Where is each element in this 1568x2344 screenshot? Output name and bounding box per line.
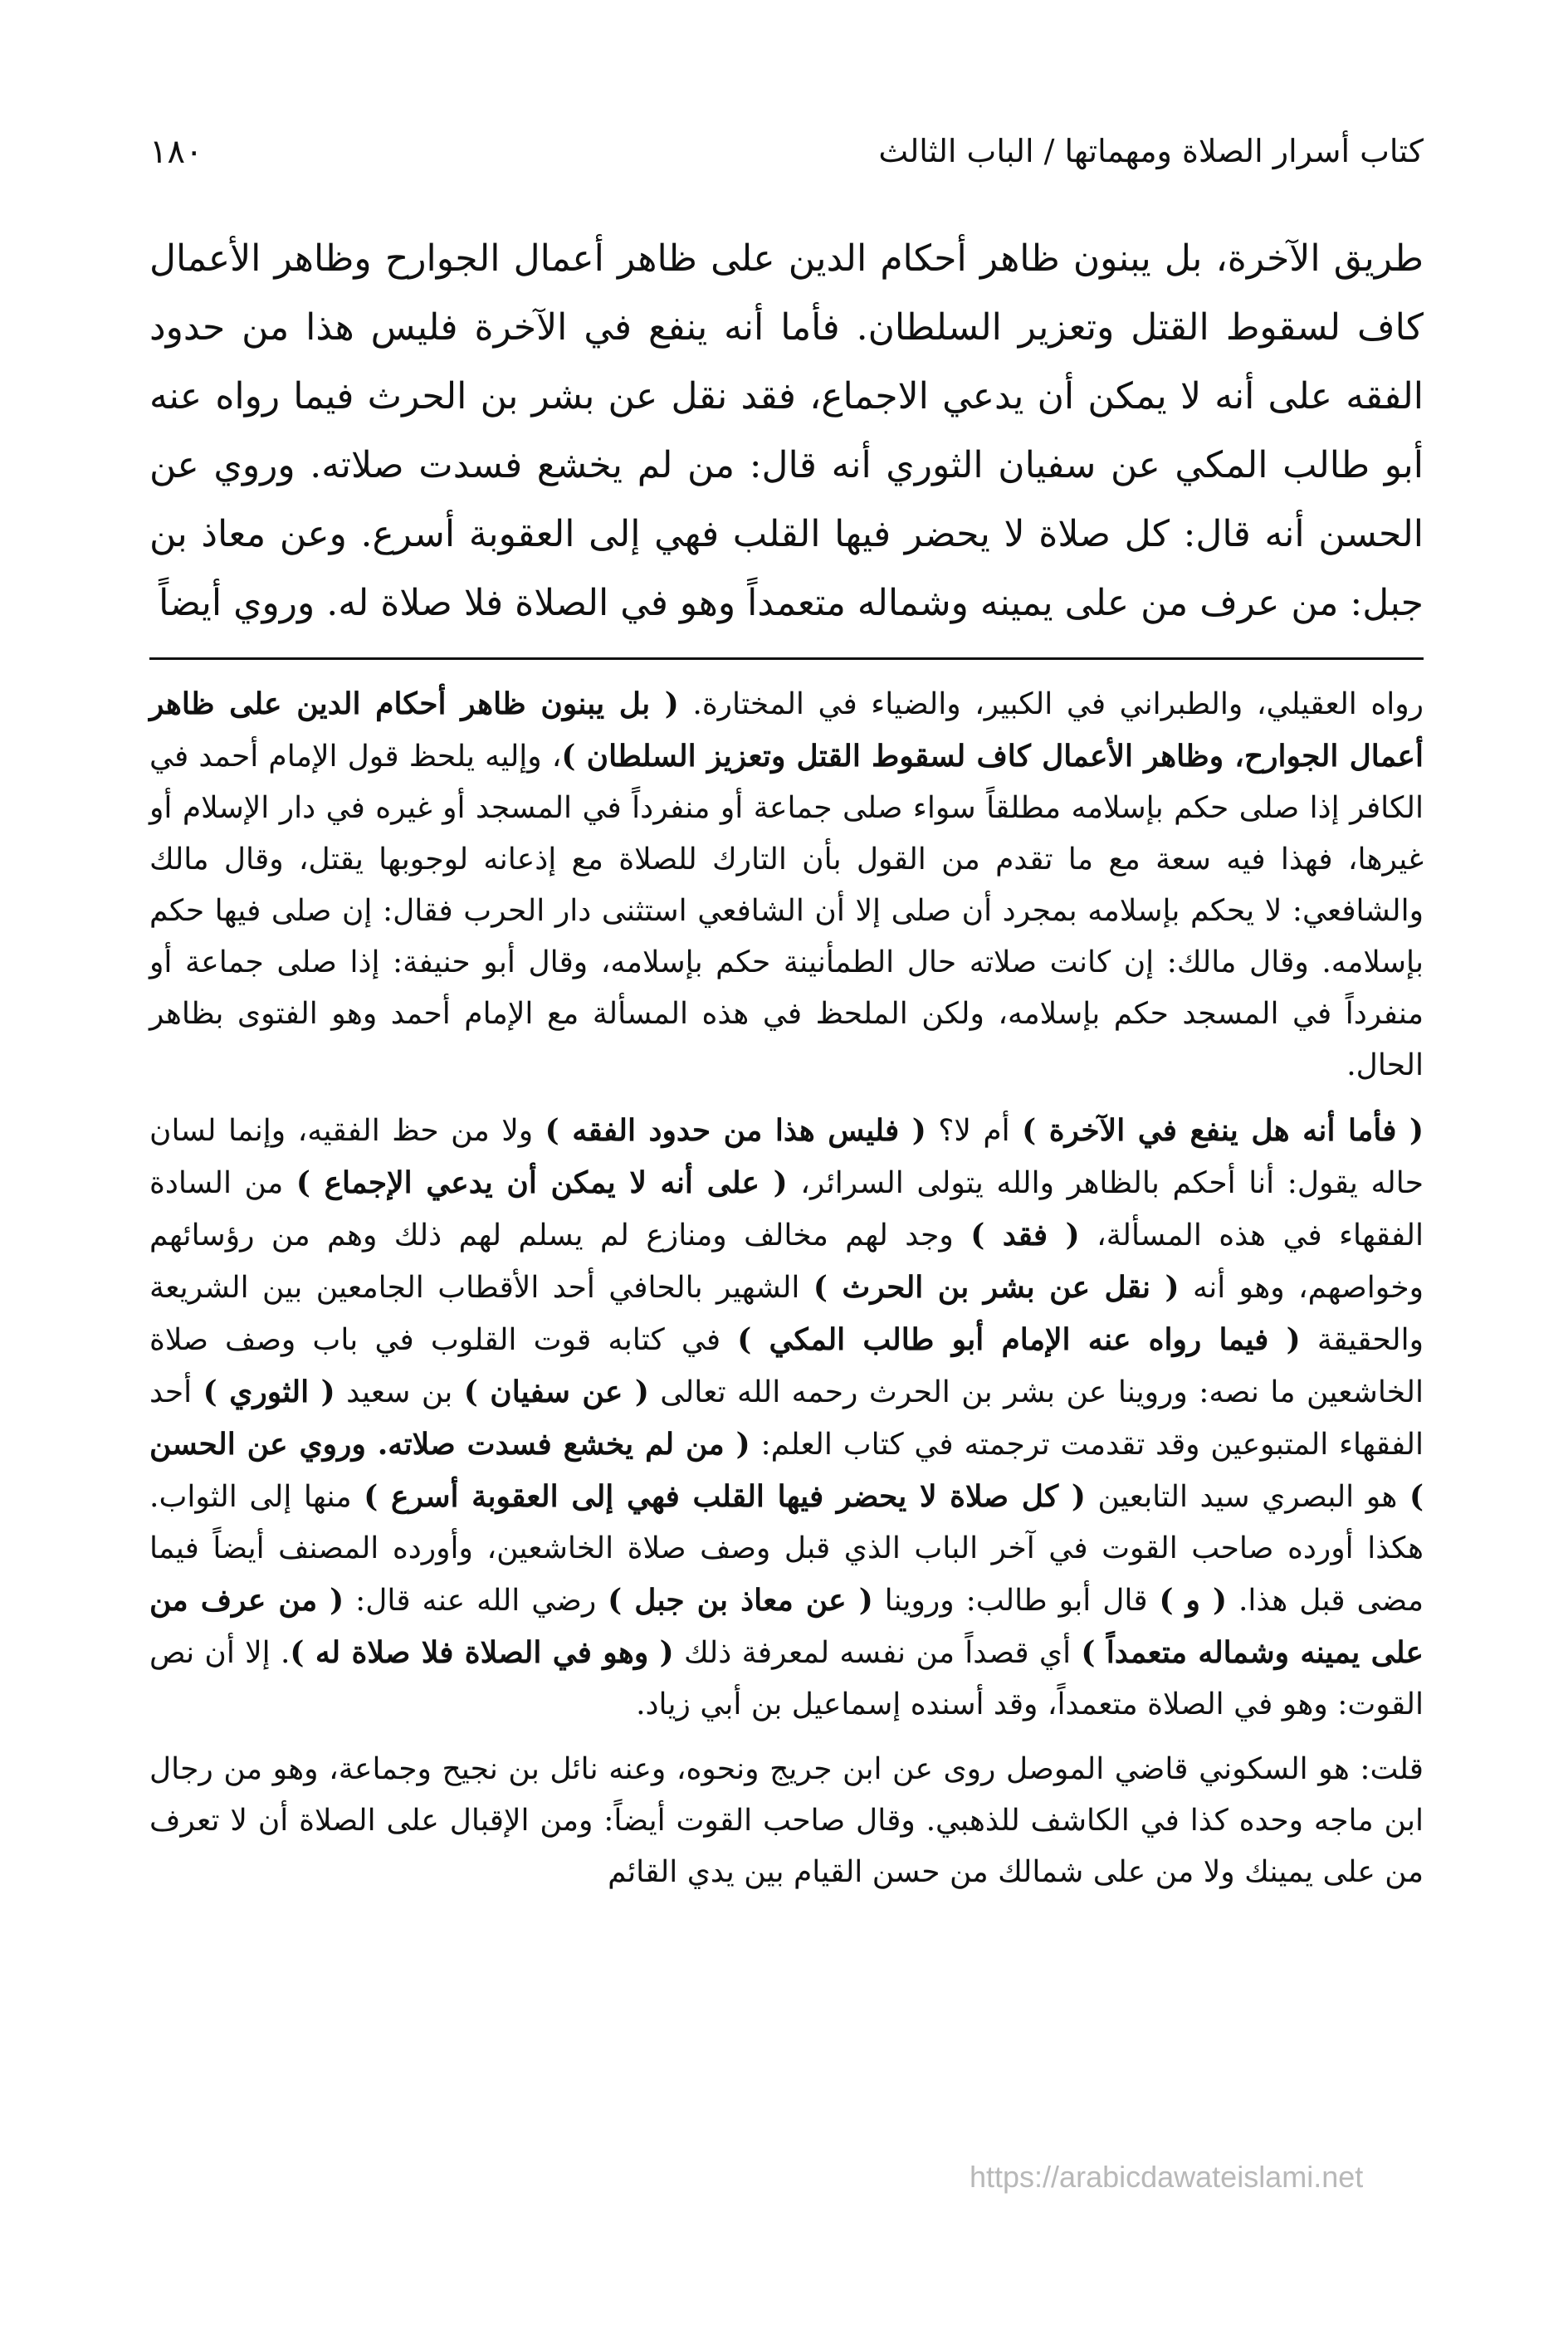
main-paragraph: طريق الآخرة، بل يبنون ظاهر أحكام الدين على ظاهر أعمال الجوارح وظاهر الأعمال كاف لسقوط القتل وتعزير السلطان. فأما أنه ينفع في الآخرة فليس هذا من حدود الفقه على أنه لا يمكن أن يدعي الاجماع، فقد نقل عن بشر بن الحرث فيما رواه عنه أبو طالب المكي عن سفيان الثوري أنه قال: من لم يخشع فسدت صلاته. وروي عن الحسن أنه قال: كل صلاة لا يحضر فيها القلب فهي إلى العقوبة أسرع. وعن معاذ بن جبل: من عرف من على يمينه وشماله متعمداً وهو في الصلاة فلا صلاة له. وروي أيضاً [149, 237, 1424, 624]
commentary-text: في كتابه قوت القلوب في باب وصف صلاة الخاشعين ما نصه: وروينا عن بشر بن الحرث رحمه الله تعالى [149, 1323, 1424, 1409]
quoted-matn: ( من لم يخشع فسدت صلاته. وروي عن الحسن ) [149, 1427, 1424, 1514]
quoted-matn: ( فليس هذا من حدود الفقه ) [545, 1113, 926, 1148]
quoted-matn: ( بل يبنون ظاهر أحكام الدين على ظاهر أعمال الجوارح، وظاهر الأعمال كاف لسقوط القتل وتعزيز السلطان ) [149, 686, 1424, 774]
commentary-text: الشهير بالحافي أحد الأقطاب الجامعين بين الشريعة والحقيقة [149, 1271, 1424, 1357]
quoted-matn: ( عن سفيان ) [463, 1375, 649, 1409]
commentary-text: أحد الفقهاء المتبوعين وقد تقدمت ترجمته في كتاب العلم: [149, 1375, 1424, 1462]
commentary-text: أم لا؟ [926, 1114, 1023, 1148]
commentary-text: وجد لهم مخالف ومنازع لم يسلم لهم ذلك وهم من رؤسائهم وخواصهم، وهو أنه [149, 1218, 1424, 1305]
quoted-matn: ( من عرف من على يمينه وشماله متعمداً ) [149, 1583, 1424, 1670]
commentary-text: بن سعيد [335, 1375, 464, 1409]
main-text [149, 224, 1424, 637]
running-title: كتاب أسرار الصلاة ومهماتها / الباب الثالث [878, 133, 1424, 169]
watermark-url: https://arabicdawateislami.net [970, 2160, 1364, 2194]
quoted-matn: ( فقد ) [970, 1218, 1080, 1253]
quoted-matn: ( وهو في الصلاة فلا صلاة له ) [290, 1635, 674, 1670]
commentary [149, 678, 1424, 1898]
commentary-paragraph-3: قلت: هو السكوني قاضي الموصل روى عن ابن جريج ونحوه، وعنه نائل بن نجيح وجماعة، وهو من رجال ابن ماجه وحده كذا في الكاشف للذهبي. وقال صاحب القوت أيضاً: ومن الإقبال على الصلاة أن لا تعرف من على يمينك ولا من على شمالك من حسن القيام بين يدي القائم [149, 1752, 1424, 1889]
footnote-separator [149, 657, 1424, 660]
commentary-text: أي قصداً من نفسه لمعرفة ذلك [673, 1636, 1082, 1670]
quoted-matn: ( نقل عن بشر بن الحرث ) [813, 1270, 1180, 1305]
commentary-text: هو البصري سيد التابعين [1085, 1480, 1409, 1514]
commentary-text: رواه العقيلي، والطبراني في الكبير، والضياء في المختارة. [678, 687, 1424, 721]
commentary-text: رضي الله عنه قال: [344, 1584, 608, 1618]
page-number: ١٨٠ [149, 133, 203, 171]
commentary-text: قال أبو طالب: وروينا [872, 1584, 1160, 1618]
commentary-paragraph-1 [149, 678, 1424, 1091]
commentary-text: . إلا أن نص القوت: وهو في الصلاة متعمداً، وقد أسنده إسماعيل بن أبي زياد. [149, 1636, 1424, 1721]
quoted-matn: ( عن معاذ بن جبل ) [608, 1583, 873, 1618]
book-page [149, 125, 1424, 1912]
commentary-text: ، وإليه يلحظ قول الإمام أحمد في الكافر إذا صلى حكم بإسلامه مطلقاً سواء صلى جماعة أو منفرداً في المسجد أو غيره في دار الإسلام أو غيرها، فهذا فيه سعة مع ما تقدم من القول بأن التارك للصلاة مع إذعانه لوجوبها يقتل، وقال مالك والشافعي: لا يحكم بإسلامه بمجرد أن صلى إلا أن الشافعي استثنى دار الحرب فقال: إن صلى فيها حكم بإسلامه. وقال مالك: إن كانت صلاته حال الطمأنينة حكم بإسلامه، وقال أبو حنيفة: إذا صلى جماعة أو منفرداً في المسجد حكم بإسلامه، ولكن الملحظ في هذه المسألة مع الإمام أحمد وهو الفتوى بظاهر الحال. [149, 740, 1424, 1082]
commentary-paragraph-2 [149, 1105, 1424, 1731]
commentary-text: من السادة الفقهاء في هذه المسألة، [149, 1166, 1424, 1253]
quoted-matn: ( كل صلاة لا يحضر فيها القلب فهي إلى العقوبة أسرع ) [364, 1479, 1086, 1514]
commentary-text: منها إلى الثواب. هكذا أورده صاحب القوت في آخر الباب الذي قبل وصف صلاة الخاشعين، وأورده المصنف أيضاً فيما مضى قبل هذا. [149, 1480, 1424, 1618]
quoted-matn: ( على أنه لا يمكن أن يدعي الإجماع ) [296, 1165, 788, 1200]
quoted-matn: ( فيما رواه عنه الإمام أبو طالب المكي ) [737, 1322, 1301, 1357]
quoted-matn: ( و ) [1159, 1583, 1228, 1618]
page-header [149, 125, 1424, 191]
commentary-text: ولا من حظ الفقيه، وإنما لسان حاله يقول: أنا أحكم بالظاهر والله يتولى السرائر، [149, 1114, 1424, 1200]
quoted-matn: ( الثوري ) [203, 1375, 335, 1409]
quoted-matn: ( فأما أنه هل ينفع في الآخرة ) [1022, 1113, 1424, 1148]
